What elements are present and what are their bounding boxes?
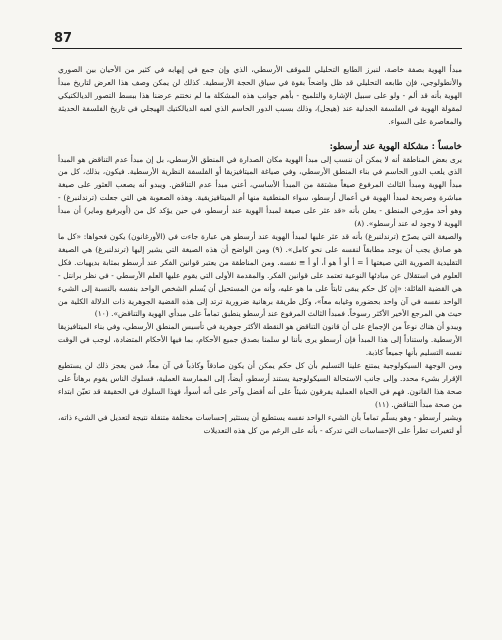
section-gap — [58, 129, 462, 141]
section-heading: خامساً : مشكلة الهوية عند أرسطو: — [329, 141, 462, 152]
page-body — [58, 64, 462, 626]
page-number: 87 — [54, 31, 73, 46]
page-header — [0, 0, 502, 46]
paragraph: ويشير أرسطو - وهو يسلّم تماماً بأن الشيء الواحد نفسه يستطيع أن يستثير إحساسات مختلفة متنقلة نتيجة لتعديل في الشيء ذاته، أو لتغيرات تطرأ على الإحساسات التي تدركه - بأنه على الرغم من كل هذه التعديلات — [58, 412, 462, 435]
paragraph: يرى بعض المناطقة أنه لا يمكن أن ننسب إلى مبدأ الهوية مكان الصدارة في المنطق الأرسطي، بل إن مبدأ عدم التناقض هو المبدأ الذي يلعب الدور الحاسم في بناء المنطق الأرسطي، وفي صياغة الميتافيزيقا أو الفلسفة النظرية الأرسطية. فيكون، بذلك، كل من مبدأ الهوية ومبدأ الثالث المرفوع صيغاً مشتقة من المبدأ الأساسي، أعني مبدأ عدم التناقض. ويبدو أنه يصعب العثور على صيغة مباشرة وصريحة لمبدأ الهوية في أعمال أرسطو، سواء المنطقية منها أم الميتافيزيقية. وهذه الصعوبة هي التي جعلت (ترندلنبرغ) - وهو أحد مؤرخي المنطق - يعلن بأنه «قد عثر على صيغة لمبدأ الهوية عند أرسطو، في حين يؤكد كل من (أويرفيغ وماير) أن مبدأ الهوية لا وجود له عند أرسطو». (٨) — [58, 154, 462, 229]
paragraph: ومن الوجهة السيكولوجية يمتنع علينا التسليم بأن كل حكم يمكن أن يكون صادقاً وكاذباً في آن معاً، فمن يعجز ذلك لن يستطيع الإقرار بشيء محدد. وإلى جانب الاستحالة السيكولوجية يستند أرسطو، أيضاً، إلى الممارسة العملية، فسلوك الناس يقوم برهاناً على صحة هذا القانون. فهم في الحياة العملية يفرقون شيئاً على أنه أفضل وآخر على أنه أسوأ، فهذا السلوك في الحقيقة قد تعيّن ابتداء من صحة مبدأ التناقض. (١١) — [58, 361, 462, 409]
paragraph: مبدأ الهوية بصفة خاصة، لنبرز الطابع التحليلي للموقف الأرسطي، الذي وإن جمع في إيهابه في كثير من الأحيان بين الصوري والأنطولوجي، فإن طابعه التحليلي قد ظل واضحاً بقوة في سياق الحجة الأرسطية. كذلك لن يمكن وصف هذا العرض لتاريخ مبدأ الهوية بأنه قد ألم - ولو على سبيل الإشارة والتلميح - بأهم جوانب هذه المشكلة ما لم نختتم عرضنا هذا ببسط التصور الديالكتيكي لمقولة الهوية في الفلسفة الجدلية عند (هيجل)، وذلك بسبب الدور الحاسم الذي لعبه الديالكتيك الهيجلي في تاريخ الفلسفة الحديثة والمعاصرة على السواء. — [58, 65, 462, 126]
paragraph: والصيغة التي يصرّح (ترندلنبرغ) بأنه قد عثر عليها لمبدأ الهوية عند أرسطو هي عبارة جاءت في (الأورغانون) يكون فحواها: «كل ما هو صادق يجب أن يوجد مطابقاً لنفسه على نحو كامل». (٩) ومن الواضح أن هذه الصيغة التي يشير إليها (ترندلنبرغ) هي الصيغة التقليدية الصورية التي صيغتها أ = أ أو أ هو أ، أو أ ≡ نفسه. ومن المناطقة من يعتبر قوانين الفكر عند أرسطو بمثابة بديهيات. فكل العلوم في استقلال عن مبادئها النوعية تعتمد على قوانين الفكر. والمقدمة الأولى التي يقوم عليها العلم الأرسطي - في نظر برانتل - هي القضية القائلة: «إن كل حكم يبقى ثابتاً على ما هو عليه، وأنه من المستحيل أن يُسلم الشخص الواحد بنفسه بالنسبة إلى الشيء الواحد نفسه في آن واحد بحضوره وغيابه معاً»، وكل طريقة برهانية ضرورية ترتد إلى هذه القضية الجوهرية ذات الدلالة الكلية من حيث هي المرجع الأخير الأكثر رسوخاً. فمبدأ الثالث المرفوع عند أرسطو ينطبق تماماً على مبدأي الهوية والتناقض». (١٠) — [58, 231, 462, 319]
header-rule — [52, 48, 462, 49]
paragraph: ويبدو أن هناك نوعاً من الإجماع على أن قانون التناقض هو النقطة الأكثر جوهرية في تأسيس المنطق الأرسطي، وفي بناء الميتافيزيقا الأرسطية. واستناداً إلى هذا المبدأ فإن أرسطو يرى بأننا لو سلمنا بصدق جميع الأحكام، بما فيها الأحكام المتضادة، لوجب في الوقت نفسه التسليم بأنها جميعاً كاذبة. — [58, 322, 462, 358]
